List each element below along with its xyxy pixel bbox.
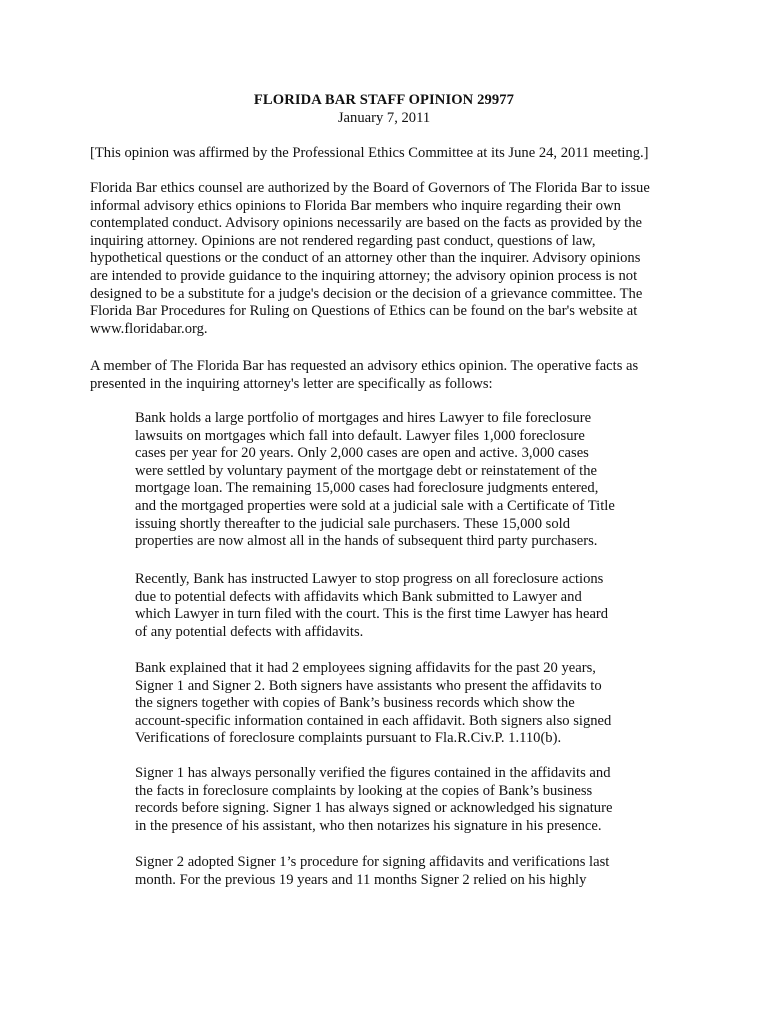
paragraph-line: designed to be a substitute for a judge's decision or the decision of a grievance committee. The xyxy=(90,285,643,302)
quoted-facts-paragraph-1 xyxy=(135,410,655,551)
request-paragraph xyxy=(90,358,690,393)
paragraph-line: lawsuits on mortgages which fall into default. Lawyer files 1,000 foreclosure xyxy=(135,427,585,444)
paragraph-line: Recently, Bank has instructed Lawyer to stop progress on all foreclosure actions xyxy=(135,571,604,587)
paragraph-line: Verifications of foreclosure complaints pursuant to Fla.R.Civ.P. 1.110(b). xyxy=(135,730,562,747)
paragraph-line: which Lawyer in turn filed with the court. This is the first time Lawyer has heard xyxy=(135,606,609,623)
paragraph-line: mortgage loan. The remaining 15,000 cases had foreclosure judgments entered, xyxy=(135,480,599,497)
paragraph-line: the facts in foreclosure complaints by looking at the copies of Bank’s business xyxy=(135,782,593,799)
paragraph-line: Bank holds a large portfolio of mortgages and hires Lawyer to file foreclosure xyxy=(135,410,592,426)
paragraph-line: Bank explained that it had 2 employees signing affidavits for the past 20 years, xyxy=(135,660,596,676)
paragraph-line: hypothetical questions or the conduct of an attorney other than the inquirer. Advisory opinions xyxy=(90,250,641,267)
paragraph-line: and the mortgaged properties were sold at a judicial sale with a Certificate of Title xyxy=(135,497,615,514)
paragraph-line: account-specific information contained in each affidavit. Both signers also signed xyxy=(135,712,612,729)
opinion-date: January 7, 2011 xyxy=(337,110,431,126)
paragraph-line: properties are now almost all in the hands of subsequent third party purchasers. xyxy=(135,533,598,550)
paragraph-line: month. For the previous 19 years and 11 months Signer 2 relied on his highly xyxy=(135,871,587,888)
paragraph-line: Signer 2 adopted Signer 1’s procedure for signing affidavits and verifications last xyxy=(135,854,610,870)
paragraph-line: of any potential defects with affidavits. xyxy=(135,623,364,640)
affirmation-paragraph xyxy=(90,145,690,163)
paragraph-line: inquiring attorney. Opinions are not rendered regarding past conduct, questions of law, xyxy=(90,232,596,249)
paragraph-line: in the presence of his assistant, who then notarizes his signature in his presence. xyxy=(135,817,602,834)
intro-paragraph xyxy=(90,180,690,338)
paragraph-line: Florida Bar ethics counsel are authorized by the Board of Governors of The Florida Bar to issue xyxy=(90,180,650,196)
paragraph-line: are intended to provide guidance to the inquiring attorney; the advisory opinion process is not xyxy=(90,267,638,284)
paragraph-line: Signer 1 has always personally verified the figures contained in the affidavits and xyxy=(135,765,611,781)
quoted-facts-paragraph-2 xyxy=(135,571,655,641)
paragraph-line: issuing shortly thereafter to the judicial sale purchasers. These 15,000 sold xyxy=(135,515,571,532)
paragraph-line: presented in the inquiring attorney's letter are specifically as follows: xyxy=(90,375,493,392)
paragraph-line: due to potential defects with affidavits which Bank submitted to Lawyer and xyxy=(135,588,582,605)
opinion-title: FLORIDA BAR STAFF OPINION 29977 xyxy=(253,92,515,108)
paragraph-line: A member of The Florida Bar has requested an advisory ethics opinion. The operative facts as xyxy=(90,358,639,374)
quoted-facts-paragraph-5 xyxy=(135,854,655,889)
paragraph-line: cases per year for 20 years. Only 2,000 cases are open and active. 3,000 cases xyxy=(135,445,589,462)
paragraph-line: records before signing. Signer 1 has always signed or acknowledged his signature xyxy=(135,800,613,817)
paragraph-line: informal advisory ethics opinions to Florida Bar members who inquire regarding their own xyxy=(90,197,621,214)
paragraph-line: [This opinion was affirmed by the Professional Ethics Committee at its June 24, 2011 meeting.] xyxy=(90,145,649,161)
quoted-facts-paragraph-4 xyxy=(135,765,655,835)
quoted-facts-paragraph-3 xyxy=(135,660,655,748)
paragraph-line: Florida Bar Procedures for Ruling on Questions of Ethics can be found on the bar's website at xyxy=(90,303,638,320)
paragraph-line: the signers together with copies of Bank’s business records which show the xyxy=(135,695,575,712)
paragraph-line: www.floridabar.org. xyxy=(90,320,208,337)
paragraph-line: were settled by voluntary payment of the mortgage debt or reinstatement of the xyxy=(135,462,597,479)
paragraph-line: Signer 1 and Signer 2. Both signers have assistants who present the affidavits to xyxy=(135,677,602,694)
paragraph-line: contemplated conduct. Advisory opinions necessarily are based on the facts as provided by the xyxy=(90,215,642,232)
